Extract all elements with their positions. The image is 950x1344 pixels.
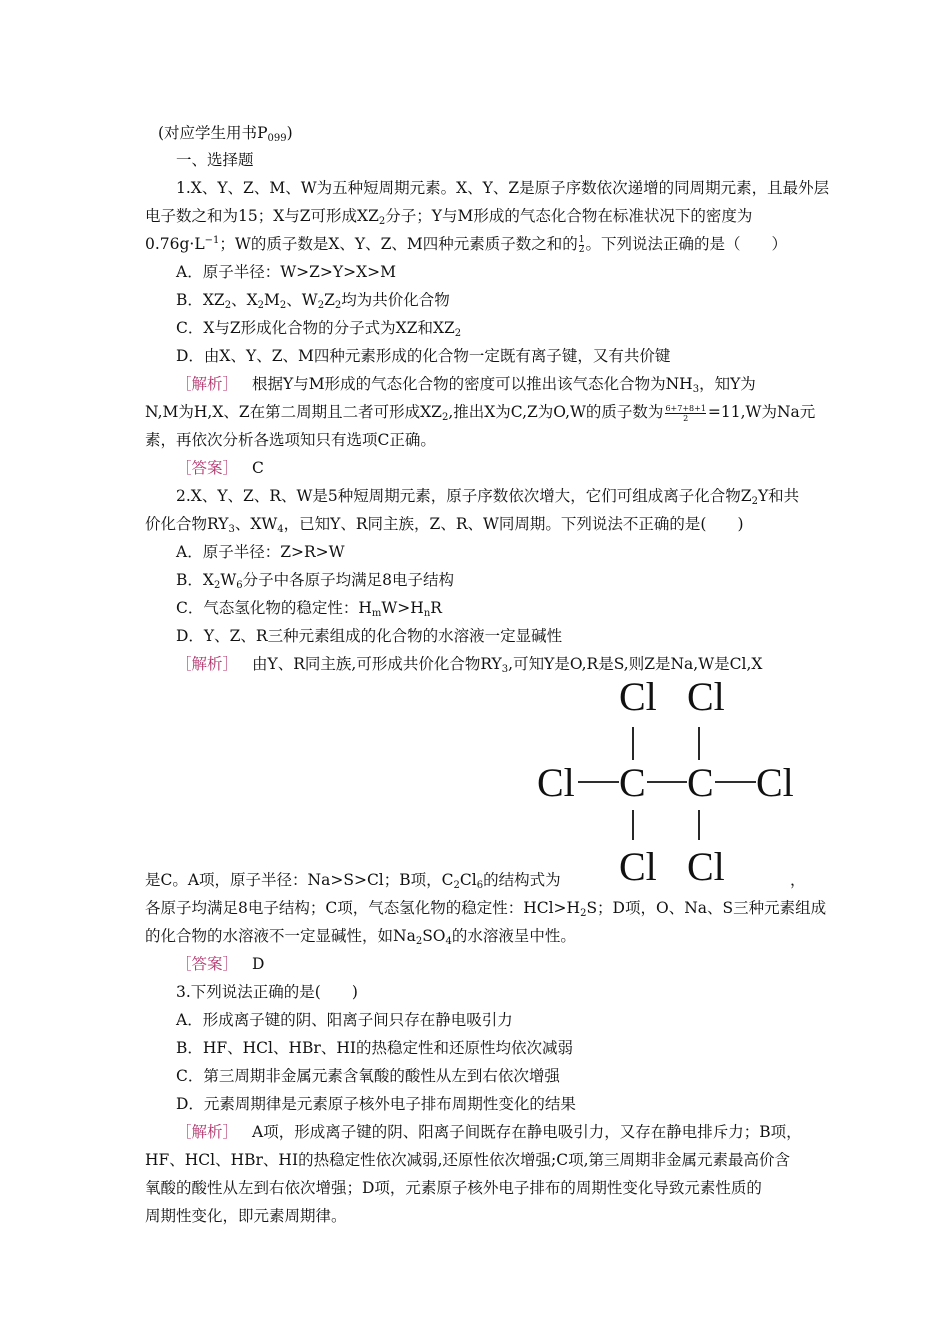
answer-label: ［答案］ — [176, 955, 239, 973]
q1-stem-line-1: 1.X、Y、Z、M、W为五种短周期元素。X、Y、Z是原子序数依次递增的同周期元素，且最外层 — [176, 179, 830, 197]
q2-option-a: A．原子半径：Z>R>W — [176, 543, 345, 561]
q3-analysis-line-3: 氧酸的酸性从左到右依次增强；D项，元素原子核外电子排布的周期性变化导致元素性质的 — [145, 1179, 762, 1197]
q1-analysis-line-1: ［解析］ 根据Y与M形成的气态化合物的密度可以推出该气态化合物为$NH_3$，知Y为 — [176, 375, 756, 395]
fraction-half: $\frac{1}{2}$ — [578, 234, 585, 255]
q2-analysis-line-4: 的化合物的水溶液不一定显碱性，如$Na_2SO_4$的水溶液呈中性。 — [145, 927, 576, 947]
q3-analysis-line-4: 周期性变化，即元素周期律。 — [145, 1207, 347, 1225]
atom-cl-bottom-right: Cl — [687, 844, 725, 887]
fraction-formula: $\frac{6+7+8+1}{2}$ — [665, 403, 706, 423]
q3-option-c: C．第三周期非金属元素含氧酸的酸性从左到右依次增强 — [176, 1067, 560, 1085]
q2-stem-line-1: 2.X、Y、Z、R、W是5种短周期元素，原子序数依次增大，它们可组成离子化合物$Z_2Y$和共 — [176, 487, 800, 507]
atom-c-right: C — [687, 760, 714, 805]
q3-option-d: D．元素周期律是元素原子核外电子排布周期性变化的结果 — [176, 1095, 576, 1113]
q3-option-b: B．HF、HCl、HBr、HI的热稳定性和还原性均依次减弱 — [176, 1039, 573, 1057]
q1-option-d: D．由X、Y、Z、M四种元素形成的化合物一定既有离子键，又有共价键 — [176, 347, 671, 365]
answer-label: ［答案］ — [176, 459, 239, 477]
atom-cl-top-left: Cl — [619, 674, 657, 719]
c2cl6-structural-formula — [535, 672, 800, 887]
q1-option-a: A．原子半径：W>Z>Y>X>M — [176, 263, 396, 281]
q2-option-c: C．气态氢化物的稳定性：$H_mW>H_nR$ — [176, 599, 442, 619]
q1-stem-line-3: $0.76g\cdot L^{-1}$；W的质子数是X、Y、Z、M四种元素质子数之和的 $\frac{1}{2}$ 。下列说法正确的是（ ） — [145, 234, 787, 255]
q2-analysis-comma: ， — [790, 871, 806, 889]
q2-analysis-line-3: 各原子均满足8电子结构；C项，气态氢化物的稳定性：$HCl>H_2S$；D项，O、Na、S三种元素组成 — [145, 899, 827, 919]
q3-analysis-line-2: HF、HCl、HBr、HI的热稳定性依次减弱,还原性依次增强;C项,第三周期非金属元素最高价含 — [145, 1151, 791, 1169]
analysis-label: ［解析］ — [176, 655, 239, 673]
q1-analysis-line-3: 素，再依次分析各选项知只有选项C正确。 — [145, 431, 436, 449]
q3-analysis-line-1: ［解析］ A项，形成离子键的阴、阳离子间既存在静电吸引力，又存在静电排斥力；B项， — [176, 1123, 802, 1141]
page-reference: (对应学生用书$P_{099}$) — [158, 124, 293, 144]
analysis-label: ［解析］ — [176, 375, 239, 393]
analysis-label: ［解析］ — [176, 1123, 239, 1141]
section-title: 一、选择题 — [176, 151, 254, 169]
q2-analysis-line-2: 是C。A项，原子半径：Na>S>Cl；B项，$C_2Cl_6$的结构式为 — [145, 871, 561, 891]
q1-option-c: C．X与Z形成化合物的分子式为XZ和$XZ_2$ — [176, 319, 462, 339]
q2-stem-line-2: 价化合物$RY_3$、$XW_4$，已知Y、R同主族，Z、R、W同周期。下列说法不正确的是( ) — [145, 515, 744, 535]
q2-option-b: B．$X_2W_6$分子中各原子均满足8电子结构 — [176, 571, 454, 591]
q1-analysis-line-2: N,M为H,X、Z在第二周期且二者可形成$XZ_2$,推出X为C,Z为O,W的质子数为 $\frac{6+7+8+1}{2}$ =11,W为Na元 — [145, 403, 816, 423]
q2-option-d: D．Y、Z、R三种元素组成的化合物的水溶液一定显碱性 — [176, 627, 563, 645]
atom-c-left: C — [619, 760, 646, 805]
q2-analysis-line-1: ［解析］ 由Y、R同主族,可形成共价化合物$RY_3$,可知Y是O,R是S,则Z是Na,W是Cl,X — [176, 655, 763, 675]
q1-answer: ［答案］ C — [176, 459, 264, 477]
q3-stem: 3.下列说法正确的是( ) — [176, 983, 358, 1001]
q2-answer: ［答案］ D — [176, 955, 265, 973]
atom-cl-right: Cl — [756, 760, 794, 805]
atom-cl-top-right: Cl — [687, 674, 725, 719]
q1-option-b: B．$XZ_2$、$X_2M_2$、$W_2Z_2$均为共价化合物 — [176, 291, 450, 311]
q1-stem-line-2: 电子数之和为15；X与Z可形成$XZ_2$分子；Y与M形成的气态化合物在标准状况下的密度为 — [145, 207, 753, 227]
q3-option-a: A．形成离子键的阴、阳离子间只存在静电吸引力 — [176, 1011, 513, 1029]
atom-cl-bottom-left: Cl — [619, 844, 657, 887]
atom-cl-left: Cl — [537, 760, 575, 805]
